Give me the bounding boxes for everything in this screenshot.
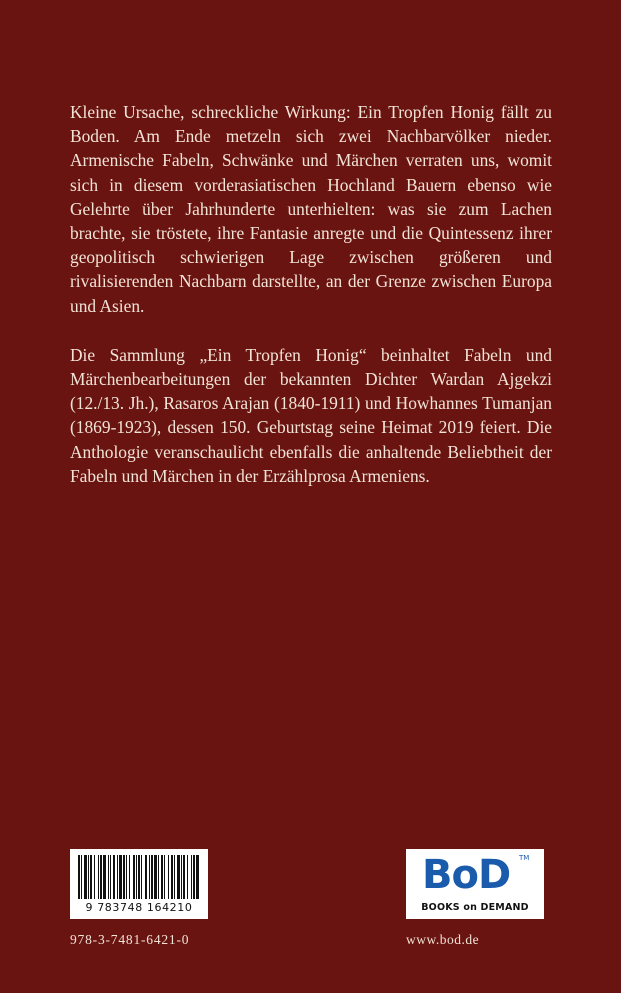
barcode-bar xyxy=(117,855,118,899)
barcode-bar xyxy=(94,855,95,899)
barcode-bar xyxy=(113,855,115,899)
publisher-website: www.bod.de xyxy=(406,932,480,947)
barcode-bar xyxy=(181,855,182,899)
publisher-tagline: BOOKS on DEMAND xyxy=(421,902,529,913)
barcode xyxy=(70,849,208,919)
barcode-bar xyxy=(168,855,169,899)
barcode-bar xyxy=(151,855,153,899)
barcode-bar xyxy=(110,855,111,899)
barcode-bar xyxy=(138,855,140,899)
barcode-bar xyxy=(136,855,137,899)
isbn-number: 978-3-7481-6421-0 xyxy=(70,932,190,947)
barcode-bar xyxy=(161,855,163,899)
barcode-bar xyxy=(123,855,125,899)
trademark-mark: TM xyxy=(519,854,530,862)
barcode-bar xyxy=(78,855,80,899)
barcode-bar xyxy=(187,855,188,899)
barcode-bar xyxy=(196,855,199,899)
barcode-bar xyxy=(174,855,175,899)
barcode-bar xyxy=(149,855,150,899)
barcode-bar xyxy=(108,855,109,899)
barcode-bar xyxy=(145,855,147,899)
barcode-bar xyxy=(119,855,122,899)
barcode-bar xyxy=(183,855,185,899)
barcode-digits: 9 783748 164210 xyxy=(85,901,193,914)
barcode-bar xyxy=(154,855,157,899)
barcode-bar xyxy=(88,855,89,899)
blurb-paragraph-2: Die Sammlung „Ein Tropfen Honig“ beinhaltet Fabeln und Märchenbearbeitungen der bekannten Dichter Wardan Ajgekzi (12./13. Jh.), Rasaros Arajan (1840-1911) und Howhannes Tumanjan (1869-1923), dessen 150. Geburtstag seine Heimat 2019 feiert. Die Anthologie veranschaulicht ebenfalls die anhaltende Beliebtheit der Fabeln und Märchen in der Erzählprosa Armeniens. xyxy=(70,344,552,486)
barcode-bar xyxy=(191,855,192,899)
blurb-paragraph-1: Kleine Ursache, schreckliche Wirkung: Ein Tropfen Honig fällt zu Boden. Am Ende metzeln sich zwei Nachbarvölker nieder. Armenische Fabeln, Schwänke und Märchen verraten uns, womit sich in diesem vorderasiatischen Hochland Bauern ebenso wie Gelehrte über Jahrhunderte unterhielten: was sie zum Lachen brachte, sie tröstete, ihre Fantasie anregte und die Quintessenz ihrer geopolitisch schwierigen Lage zwischen größeren und rivalisierenden Nachbarn darstellte, an der Grenze zwischen Europa und Asien. xyxy=(70,102,552,316)
barcode-bar xyxy=(158,855,159,899)
barcode-bar xyxy=(103,855,106,899)
barcode-bar xyxy=(177,855,180,899)
barcode-bar xyxy=(171,855,173,899)
barcode-bar xyxy=(90,855,92,899)
barcode-bar xyxy=(193,855,195,899)
barcode-bar xyxy=(100,855,102,899)
barcode-bar xyxy=(84,855,87,899)
barcode-bar xyxy=(129,855,130,899)
barcode-bar xyxy=(141,855,142,899)
barcode-bar xyxy=(164,855,165,899)
barcode-bar xyxy=(81,855,82,899)
publisher-logo xyxy=(406,849,544,919)
blurb xyxy=(70,100,552,513)
barcode-bar xyxy=(133,855,135,899)
barcode-bar xyxy=(98,855,99,899)
publisher-logo-mark: BoD xyxy=(422,852,511,898)
barcode-bar xyxy=(126,855,127,899)
